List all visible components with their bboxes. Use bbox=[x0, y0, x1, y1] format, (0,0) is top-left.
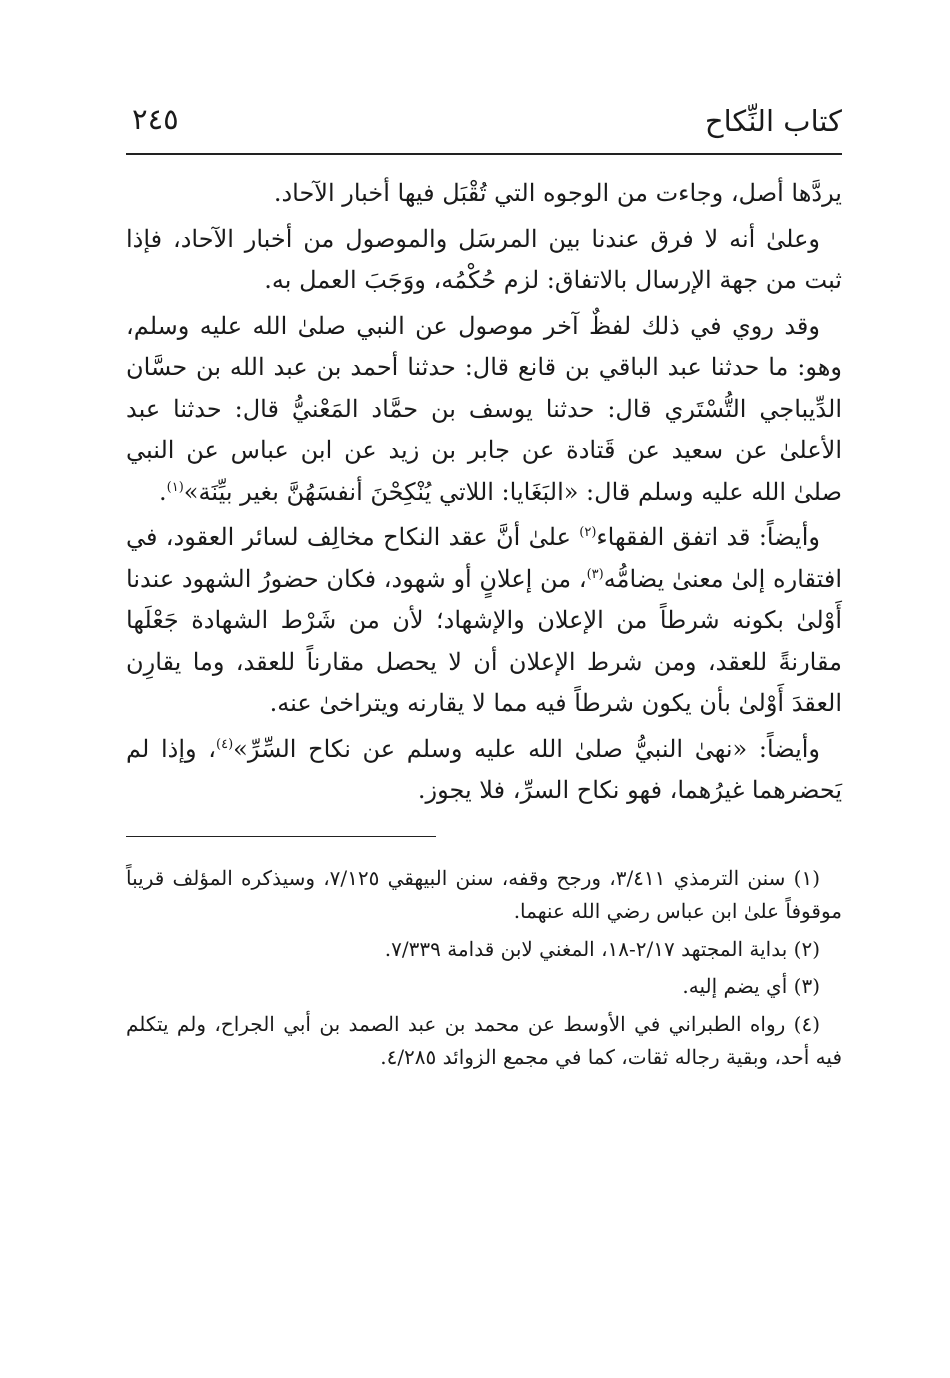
paragraph-4-text-b: علىٰ أنَّ عقد النكاح مخالِف لسائر العقود، في افتقاره إلىٰ معنىٰ يضامُّه bbox=[126, 523, 842, 593]
footnote-ref-2[interactable]: (٢) bbox=[579, 525, 597, 540]
paragraph-1 bbox=[126, 173, 842, 215]
footnote-ref-3[interactable]: (٣) bbox=[586, 566, 604, 582]
chapter-title: كتاب النِّكاح bbox=[704, 104, 842, 138]
paragraph-3-text: وقد روي في ذلك لفظٌ آخر موصول عن النبي صلىٰ الله عليه وسلم، وهو: ما حدثنا عبد الباقي بن قانع قال: حدثنا أحمد بن عبد الله بن حسَّان الدِّيباجي التُّسْتَري قال: حدثنا يوسف بن حمَّاد المَعْنيُّ قال: حدثنا عبد الأعلىٰ عن سعيد عن قَتادة عن جابر بن زيد عن ابن عباس عن النبي صلىٰ الله عليه وسلم قال: «البَغَايا: اللاتي يُنْكِحْنَ أنفسَهُنَّ بغير بيِّنَة» bbox=[126, 311, 842, 506]
paragraph-5-text-a: وأيضاً: «نهىٰ النبيُّ صلىٰ الله عليه وسلم عن نكاح السِّرِّ» bbox=[233, 734, 821, 763]
paragraph-4 bbox=[126, 517, 842, 725]
footnote-4: (٤) رواه الطبراني في الأوسط عن محمد بن عبد الصمد بن أبي الجراح، ولم يتكلم فيه أحد، وبقية رجاله ثقات، كما في مجمع الزوائد ٤/٢٨٥. bbox=[126, 1011, 842, 1069]
separator-line bbox=[126, 836, 436, 837]
paragraph-2-text: وعلىٰ أنه لا فرق عندنا بين المرسَل والموصول من أخبار الآحاد، فإذا ثبت من جهة الإرسال بالاتفاق: لزم حُكْمُه، ووَجَبَ العمل به. bbox=[126, 224, 842, 294]
main-text bbox=[126, 173, 842, 812]
footnote-separator bbox=[126, 816, 842, 854]
paragraph-4-text-c: ، من إعلانٍ أو شهود، فكان حضورُ الشهود عندنا أَوْلىٰ بكونه شرطاً من الإعلان والإشهاد؛ لأن من شَرْط الشهادة جَعْلَها مقارنةً للعقد، ومن شرط الإعلان أن لا يحصل مقارناً للعقد، وما يقارِن العقدَ أَوْلىٰ بأن يكون شرطاً فيه مما لا يقارنه ويتراخىٰ عنه. bbox=[126, 564, 842, 717]
paragraph-2 bbox=[126, 219, 842, 302]
paragraph-5 bbox=[126, 729, 842, 812]
page-number: ٢٤٥ bbox=[132, 102, 179, 136]
book-page bbox=[126, 95, 842, 1295]
paragraph-3 bbox=[126, 306, 842, 514]
paragraph-4-text-a: وأيضاً: قد اتفق الفقهاء bbox=[596, 523, 820, 551]
footnote-ref-4[interactable]: (٤) bbox=[216, 736, 234, 752]
paragraph-5-text-b: ، وإذا لم يَحضرهما غيرُهما، فهو نكاح السرِّ، فلا يجوز. bbox=[126, 734, 842, 804]
footnote-1: (١) سنن الترمذي ٣/٤١١، ورجح وقفه، سنن البيهقي ٧/١٢٥، وسيذكره المؤلف قريباً موقوفاً علىٰ ابن عباس رضي الله عنهما. bbox=[126, 865, 842, 923]
paragraph-1-text: يردَّها أصل، وجاءت من الوجوه التي تُقْبَل فيها أخبار الآحاد. bbox=[273, 179, 842, 207]
footnote-3: (٣) أي يضم إليه. bbox=[682, 974, 820, 998]
footnote-2: (٢) بداية المجتهد ٢/١٧-١٨، المغني لابن قدامة ٧/٣٣٩. bbox=[384, 936, 820, 961]
footnotes bbox=[126, 862, 842, 1075]
running-header bbox=[126, 95, 842, 155]
footnote-ref-1[interactable]: (١) bbox=[166, 479, 184, 495]
paragraph-3-end: . bbox=[159, 477, 167, 506]
